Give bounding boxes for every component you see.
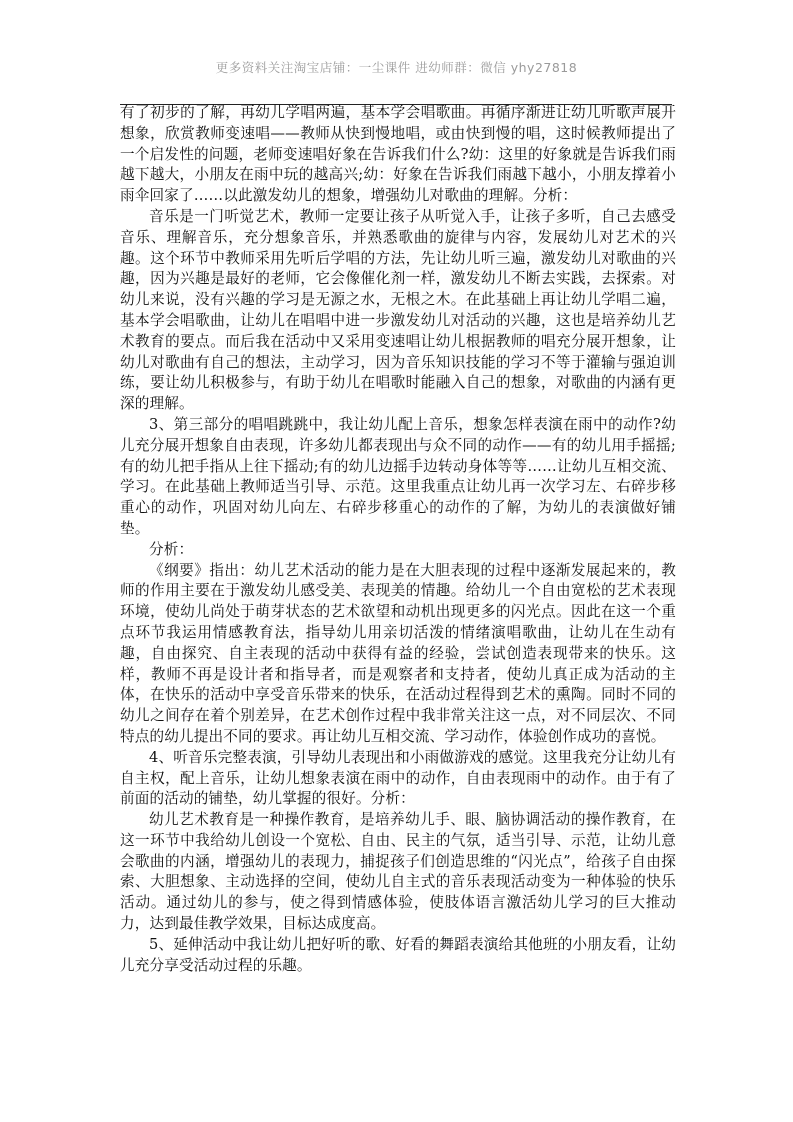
paragraph-8: 5、延伸活动中我让幼儿把好听的歌、好看的舞蹈表演给其他班的小朋友看，让幼儿充分享受活动过程的乐趣。: [120, 935, 676, 974]
paragraph-7: 幼儿艺术教育是一种操作教育，是培养幼儿手、眼、脑协调活动的操作教育，在这一环节中我给幼儿创设一个宽松、自由、民主的气氛，适当引导、示范，让幼儿意会歌曲的内涵，增强幼儿的表现力，捕捉孩子们创造思维的“闪光点”，给孩子自由探索、大胆想象、主动选择的空间，使幼儿自主式的音乐表现活动变为一种体验的快乐活动。通过幼儿的参与，使之得到情感体验，使肢体语言激活幼儿学习的巨大推动力，达到最佳教学效果，目标达成度高。: [120, 811, 676, 933]
paragraph-3: 3、第三部分的唱唱跳跳中，我让幼儿配上音乐，想象怎样表演在雨中的动作?幼儿充分展开想象自由表现，许多幼儿都表现出与众不同的动作——有的幼儿用手摇摇;有的幼儿把手指从上往下摇动;有的幼儿边摇手边转动身体等等……让幼儿互相交流、学习。在此基础上教师适当引导、示范。这里我重点让幼儿再一次学习左、右碎步移重心的动作，巩固对幼儿向左、右碎步移重心的动作的了解，为幼儿的表演做好铺垫。: [120, 415, 676, 537]
paragraph-5: 《纲要》指出：幼儿艺术活动的能力是在大胆表现的过程中逐渐发展起来的，教师的作用主要在于激发幼儿感受美、表现美的情趣。给幼儿一个自由宽松的艺术表现环境，使幼儿尚处于萌芽状态的艺术欲望和动机出现更多的闪光点。因此在这一个重点环节我运用情感教育法，指导幼儿用亲切活泼的情绪演唱歌曲，让幼儿在生动有趣，自由探究、自主表现的活动中获得有益的经验，尝试创造表现带来的快乐。这样，教师不再是设计者和指导者，而是观察者和支持者，使幼儿真正成为活动的主体，在快乐的活动中享受音乐带来的快乐，在活动过程得到艺术的熏陶。同时不同的幼儿之间存在着个别差异，在艺术创作过程中我非常关注这一点，对不同层次、不同特点的幼儿提出不同的要求。再让幼儿互相交流、学习动作，体验创作成功的喜悦。: [120, 561, 676, 745]
document-body: [120, 103, 676, 976]
paragraph-1: 有了初步的了解，再幼儿学唱两遍，基本学会唱歌曲。再循序渐进让幼儿听歌声展开想象，欣赏教师变速唱——教师从快到慢地唱，或由快到慢的唱，这时候教师提出了一个启发性的问题，老师变速唱好象在告诉我们什么?幼：这里的好象就是告诉我们雨越下越大，小朋友在雨中玩的越高兴;幼：好象在告诉我们雨越下越小，小朋友撑着小雨伞回家了……以此激发幼儿的想象，增强幼儿对歌曲的理解。分析：: [120, 104, 676, 205]
paragraph-4: 分析：: [149, 540, 194, 558]
paragraph-2: 音乐是一门听觉艺术，教师一定要让孩子从听觉入手，让孩子多听，自己去感受音乐、理解音乐，充分想象音乐，并熟悉歌曲的旋律与内容，发展幼儿对艺术的兴趣。这个环节中教师采用先听后学唱的方法，先让幼儿听三遍，激发幼儿对歌曲的兴趣，因为兴趣是最好的老师，它会像催化剂一样，激发幼儿不断去实践，去探索。对幼儿来说，没有兴趣的学习是无源之水，无根之木。在此基础上再让幼儿学唱二遍，基本学会唱歌曲，让幼儿在唱唱中进一步激发幼儿对活动的兴趣，这也是培养幼儿艺术教育的要点。而后我在活动中又采用变速唱让幼儿根据教师的唱充分展开想象，让幼儿对歌曲有自己的想法，主动学习，因为音乐知识技能的学习不等于灌输与强迫训练，要让幼儿积极参与，有助于幼儿在唱歌时能融入自己的想象，对歌曲的内涵有更深的理解。: [120, 207, 676, 413]
page-header: 更多资料关注淘宝店铺：一尘课件 进幼师群：微信 yhy27818: [215, 60, 578, 75]
paragraph-6: 4、听音乐完整表演，引导幼儿表现出和小雨做游戏的感觉。这里我充分让幼儿有自主权，配上音乐，让幼儿想象表演在雨中的动作，自由表现雨中的动作。由于有了前面的活动的铺垫，幼儿掌握的很好。分析：: [120, 748, 676, 808]
